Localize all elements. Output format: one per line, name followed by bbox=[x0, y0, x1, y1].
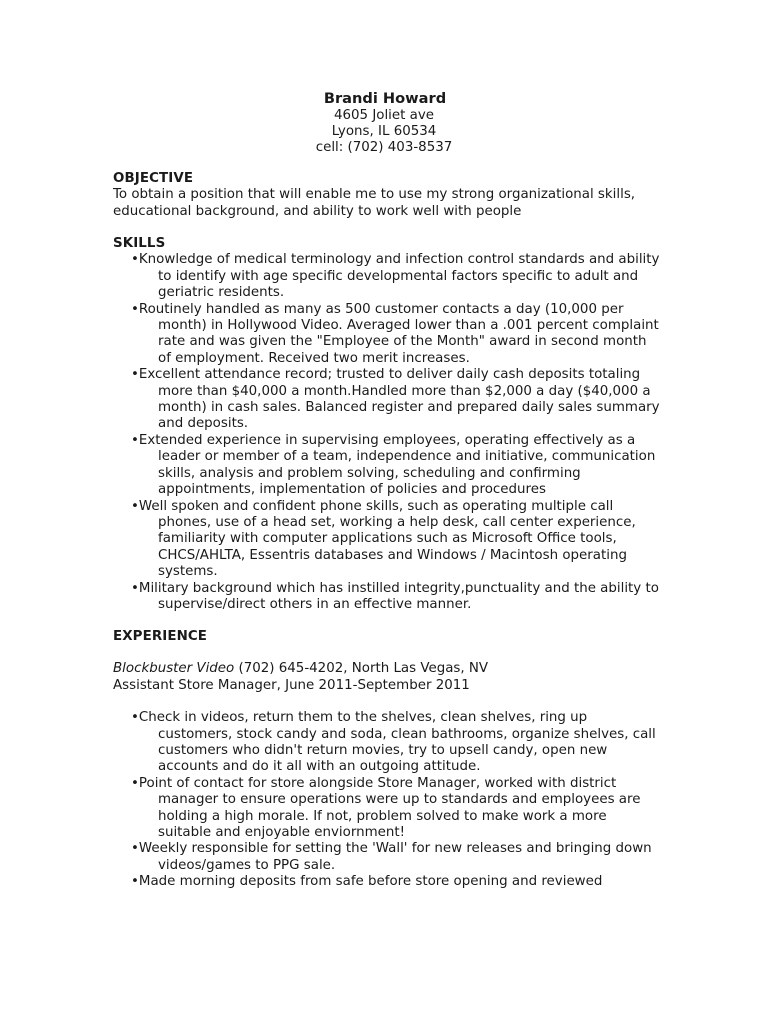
duty-text: Check in videos, return them to the shelves, clean shelves, ring up customers, stock candy and soda, clean bathrooms, organize shelves, call customers who didn't return movies, try to upsell candy, open new accounts and do it all with an outgoing attitude. bbox=[138, 710, 656, 775]
skills-list-item bbox=[113, 252, 661, 301]
duty-list-item bbox=[113, 776, 661, 842]
bullet-glyph: • bbox=[131, 498, 139, 514]
skill-text: Knowledge of medical terminology and infection control standards and ability to identify with age specific developmental factors specific to adult and geriatric residents. bbox=[138, 252, 660, 301]
employer-details: (702) 645-4202, North Las Vegas, NV bbox=[234, 661, 489, 677]
duty-text: Point of contact for store alongside Store Manager, worked with district manager to ensure operations were up to standards and employees are holding a high morale. If not, problem solved to make work a more suitable and enjoyable enviornment! bbox=[138, 775, 641, 841]
bullet-glyph: • bbox=[131, 775, 139, 791]
spacer bbox=[113, 694, 661, 710]
resume-header bbox=[0, 90, 768, 157]
experience-heading: EXPERIENCE bbox=[113, 629, 208, 644]
skill-text: Routinely handled as many as 500 customer contacts a day (10,000 per month) in Hollywood Video. Averaged lower than a .001 percent complaint rate and was given the "Employee of the Month" award in second month of employment. Received two merit increases. bbox=[138, 301, 659, 366]
skills-list bbox=[113, 252, 661, 613]
skills-list-item bbox=[113, 581, 661, 614]
skill-text: Excellent attendance record; trusted to deliver daily cash deposits totaling more than $40,000 a month.Handled more than $2,000 a day ($40,000 a month) in cash sales. Balanced register and prepared daily sales summary and deposits. bbox=[138, 367, 660, 432]
bullet-glyph: • bbox=[131, 432, 139, 448]
duty-list-item bbox=[113, 874, 661, 890]
position-title: Assistant Store Manager, June 2011-September 2011 bbox=[113, 677, 470, 693]
experience-duties-list bbox=[113, 710, 661, 890]
duty-list-item bbox=[113, 710, 661, 776]
objective-section bbox=[113, 171, 673, 220]
duty-text: Made morning deposits from safe before store opening and reviewed bbox=[138, 874, 603, 890]
bullet-glyph: • bbox=[131, 252, 139, 268]
duty-text: Weekly responsible for setting the 'Wall' for new releases and bringing down videos/games to PPG sale. bbox=[138, 841, 652, 873]
skills-section bbox=[113, 236, 661, 613]
bullet-glyph: • bbox=[131, 710, 139, 726]
skills-heading: SKILLS bbox=[113, 236, 166, 251]
bullet-glyph: • bbox=[131, 580, 139, 596]
bullet-glyph: • bbox=[131, 841, 139, 857]
skills-list-item bbox=[113, 302, 661, 368]
bullet-glyph: • bbox=[131, 874, 139, 890]
city-state-zip: Lyons, IL 60534 bbox=[331, 124, 437, 140]
bullet-glyph: • bbox=[131, 301, 139, 317]
employer-name: Blockbuster Video bbox=[113, 661, 235, 677]
skill-text: Well spoken and confident phone skills, such as operating multiple call phones, use of a head set, working a help desk, call center experience, familiarity with computer applications such as Microsoft Office tools, CHCS/AHLTA, Essentris databases and Windows / Macintosh operating systems. bbox=[138, 498, 636, 580]
candidate-name: Brandi Howard bbox=[323, 90, 447, 107]
phone-number: cell: (702) 403-8537 bbox=[315, 140, 453, 156]
employer-line bbox=[113, 661, 661, 677]
skills-list-item bbox=[113, 367, 661, 433]
skill-text: Military background which has instilled integrity,punctuality and the ability to supervise/direct others in an effective manner. bbox=[138, 580, 659, 612]
objective-heading: OBJECTIVE bbox=[113, 171, 194, 186]
objective-text-line-1: To obtain a position that will enable me to use my strong organizational skills, bbox=[113, 187, 636, 203]
experience-section bbox=[113, 629, 661, 891]
spacer bbox=[113, 645, 661, 661]
skills-list-item bbox=[113, 499, 661, 581]
skill-text: Extended experience in supervising employees, operating effectively as a leader or member of a team, independence and initiative, communication skills, analysis and problem solving, scheduling and confirming appointments, implementation of policies and procedures bbox=[138, 432, 656, 498]
bullet-glyph: • bbox=[131, 367, 139, 383]
duty-list-item bbox=[113, 841, 661, 874]
skills-list-item bbox=[113, 433, 661, 499]
street-address: 4605 Joliet ave bbox=[333, 108, 435, 123]
objective-text-line-2: educational background, and ability to work well with people bbox=[113, 203, 522, 219]
